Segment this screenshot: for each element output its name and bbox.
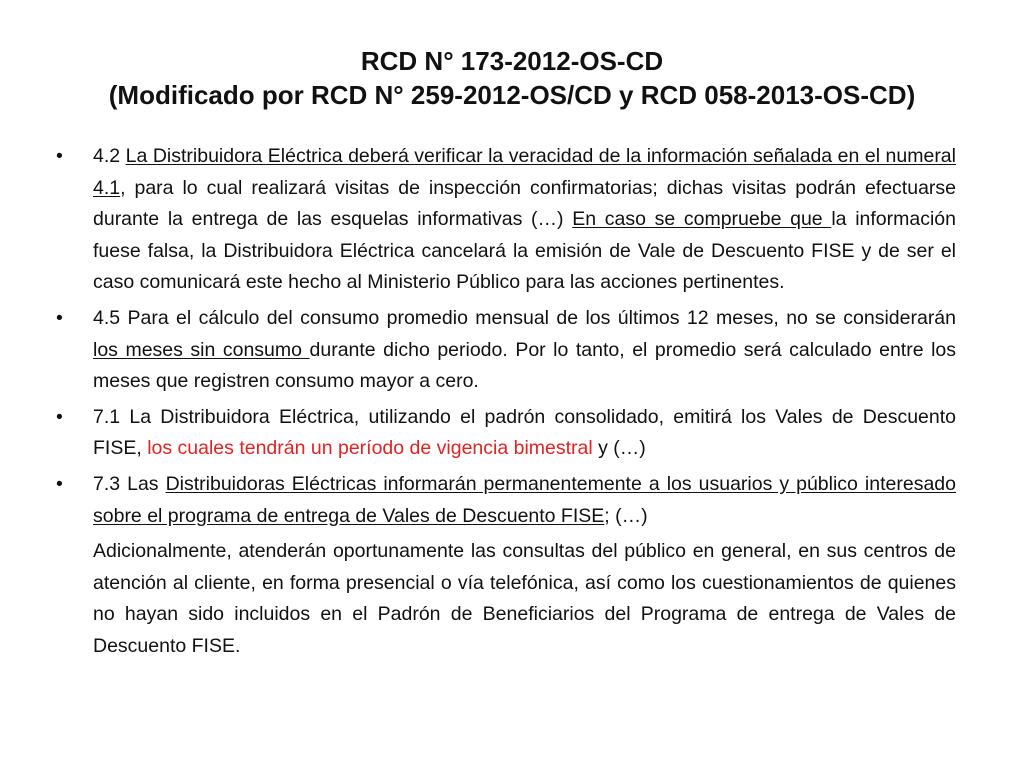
bullet-icon: • bbox=[56, 306, 63, 329]
slide-title bbox=[60, 44, 964, 112]
text: y (…) bbox=[592, 437, 646, 460]
text: durante dicho periodo. Por lo tanto, el promedio será calculado entre los meses que registren consumo mayor a cero. bbox=[93, 338, 956, 393]
bullet-icon: • bbox=[56, 472, 63, 495]
text: 4.2 bbox=[93, 145, 126, 167]
bullet-item-7-3 bbox=[56, 469, 956, 532]
title-line-1: RCD N° 173-2012-OS-CD bbox=[360, 46, 664, 76]
bullet-item-4-2 bbox=[56, 141, 956, 299]
continuation-paragraph: Adicionalmente, atenderán oportunamente las consultas del público en general, en sus centros de atención al cliente, en forma presencial o vía telefónica, así como los cuestionamientos de quienes no hayan sido incluidos en el Padrón de Beneficiarios del Programa de entrega de Vales de Descuento FISE. bbox=[93, 540, 956, 657]
text: la información fuese falsa, la Distribuidora Eléctrica cancelará la emisión de Vale de Descuento FISE y de ser el caso comunicará este hecho al Ministerio Público para las acciones pertinentes. bbox=[93, 208, 956, 294]
text: 7.1 La Distribuidora Eléctrica, utilizando el padrón consolidado, emitirá los Vales de Descuento FISE, bbox=[93, 405, 956, 460]
text: , para lo cual realizará visitas de inspección confirmatorias; dichas visitas podrán efectuarse durante la entrega de las esquelas informativas (…) bbox=[93, 176, 956, 231]
bullet-item-4-5 bbox=[56, 303, 956, 398]
text: ; (…) bbox=[604, 504, 648, 527]
bullet-icon: • bbox=[56, 145, 63, 167]
bullet-icon: • bbox=[56, 405, 63, 428]
underlined-text: La Distribuidora Eléctrica deberá verificar la veracidad de la información señalada en el numeral 4.1 bbox=[93, 145, 956, 199]
text: 7.3 Las bbox=[93, 472, 166, 495]
underlined-text: Distribuidoras Eléctricas informarán permanentemente a los usuarios y público interesado sobre el programa de entrega de Vales de Descuento FISE bbox=[93, 472, 956, 527]
text: 4.5 Para el cálculo del consumo promedio mensual de los últimos 12 meses, no se considerarán bbox=[93, 306, 956, 329]
title-line-2: (Modificado por RCD N° 259-2012-OS/CD y RCD 058-2013-OS-CD) bbox=[108, 80, 916, 110]
highlighted-text: los cuales tendrán un período de vigencia bimestral bbox=[147, 437, 593, 460]
bullet-list bbox=[56, 141, 956, 663]
underlined-text: En caso se compruebe que bbox=[572, 208, 832, 231]
bullet-item-7-1 bbox=[56, 402, 956, 465]
underlined-text: los meses sin consumo bbox=[93, 338, 310, 361]
